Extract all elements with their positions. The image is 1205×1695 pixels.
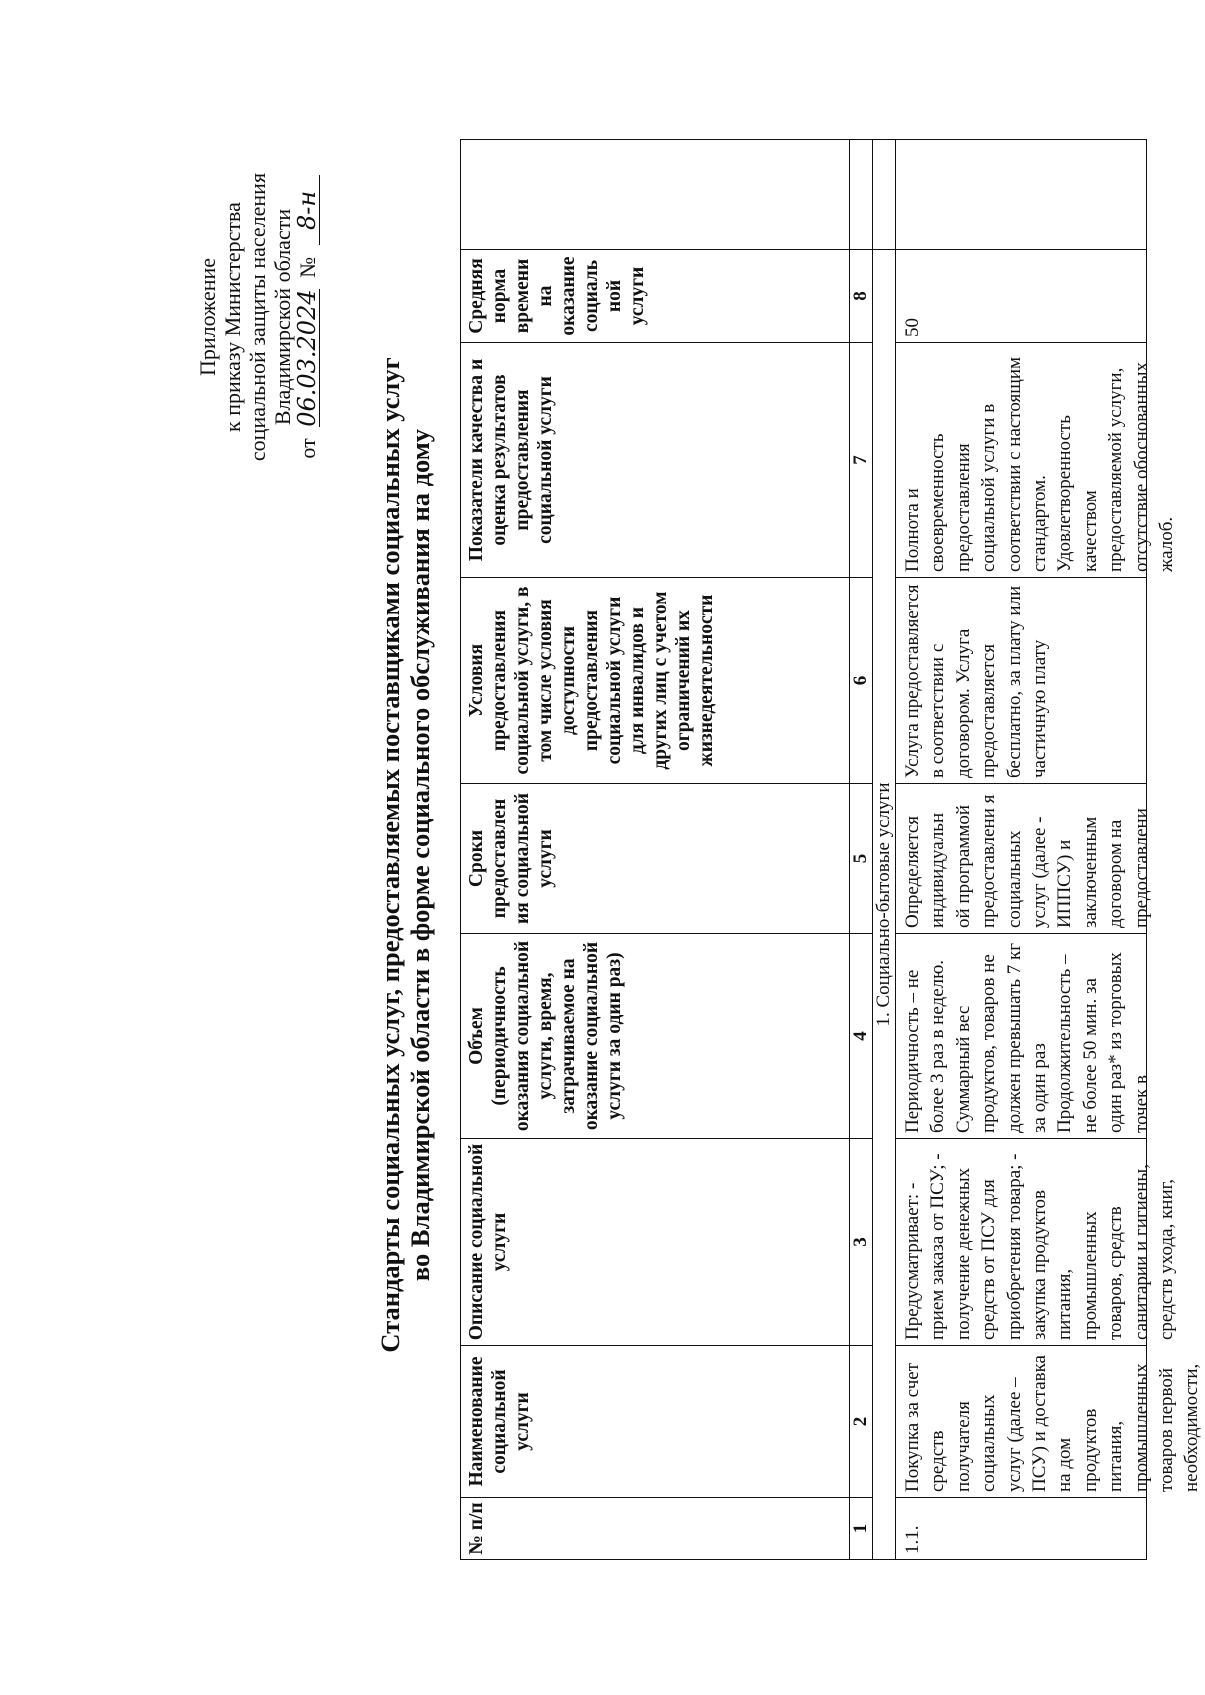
header-cell: Наименование социальной услуги xyxy=(461,1346,850,1498)
from-label: от xyxy=(295,438,320,459)
column-number: 7 xyxy=(850,343,873,578)
service-volume-text: Периодичность – не более 3 раз в неделю. Суммарный вес продуктов, товаров не должен превышать 7 кг за один раз Продолжительность – не более 50 мин. за один раз* из торговых точек в xyxy=(902,942,1152,1133)
service-terms-text: Определяется индивидуальн ой программой предоставлени я социальных услуг (далее - ИППСУ) и заключенным договором на предоставлени xyxy=(902,794,1152,928)
appendix-date-line xyxy=(295,172,320,462)
service-time-norm xyxy=(896,250,1147,343)
header-cell: Показатели качества и оценка результатов предоставления социальной услуги xyxy=(461,343,850,578)
header-cell: Сроки предоставлен ия социальной услуги xyxy=(461,784,850,934)
column-number: 4 xyxy=(850,934,873,1139)
header-cell: Условия предоставления социальной услуги, в том числе условия доступности предоставления социальной услуги для инвалидов и других лиц с учетом ограничений их жизнедеятельности xyxy=(461,578,850,784)
column-number: 6 xyxy=(850,578,873,784)
document-title xyxy=(375,290,435,1420)
service-quality xyxy=(896,343,1178,578)
order-date: 06.03.2024 xyxy=(293,289,321,427)
appendix-block xyxy=(195,172,320,462)
row-number-text: 1.1. xyxy=(902,1525,923,1554)
appendix-line-2: к приказу Министерства xyxy=(220,202,245,432)
column-number-empty xyxy=(850,140,873,250)
title-line-1: Стандарты социальных услуг, предоставляемых поставщиками социальных услуг xyxy=(375,357,405,1353)
service-name xyxy=(896,1346,1203,1498)
header-cell: № п/п xyxy=(461,1498,850,1560)
service-terms xyxy=(896,784,1152,934)
column-number: 1 xyxy=(850,1498,873,1560)
column-number: 8 xyxy=(850,250,873,343)
service-conditions-text: Услуга предоставляется в соответствии с договором. Услуга предоставляется бесплатно, за плату или частичную плату xyxy=(902,584,1051,778)
service-description xyxy=(896,1139,1178,1346)
service-time-norm-text: 50 xyxy=(902,318,923,337)
column-number: 2 xyxy=(850,1346,873,1498)
header-cell: Объем (периодичность оказания социальной услуги, время, затрачиваемое на оказание социальной услуги за один раз) xyxy=(461,934,850,1139)
service-description-text: Предусматривает: - прием заказа от ПСУ; - получение денежных средств от ПСУ для приобретения товара; - закупка продуктов питания, промышленных товаров, средств санитарии и гигиены, средств ухода, книг, xyxy=(902,1153,1178,1340)
order-number: 8-н xyxy=(295,175,320,245)
appendix-line-3: социальной защиты населения xyxy=(245,172,270,462)
header-cell: Описание социальной услуги xyxy=(461,1139,850,1346)
service-name-text: Покупка за счет средств получателя социальных услуг (далее – ПСУ) и доставка на дом продуктов питания, промышленных товаров первой необходимости, xyxy=(902,1355,1203,1492)
title-line-2: во Владимирской области в форме социального обслуживания на дому xyxy=(405,428,435,1282)
appendix-line-1: Приложение xyxy=(195,257,220,377)
row-empty-cell xyxy=(896,140,1147,250)
service-conditions xyxy=(896,578,1147,784)
document-page xyxy=(65,95,1203,1620)
row-number xyxy=(896,1498,1147,1560)
service-volume xyxy=(896,934,1152,1139)
number-label: № xyxy=(295,256,320,278)
header-row xyxy=(461,140,850,1560)
header-cell: Средняя норма времени на оказание социаль ной услуги xyxy=(461,250,850,343)
section-row xyxy=(873,140,896,1560)
appendix-line-4: Владимирской области xyxy=(270,208,295,426)
standards-table xyxy=(460,139,1203,1560)
column-number: 5 xyxy=(850,784,873,934)
service-quality-text: Полнота и своевременность предоставления социальной услуги в соответствии с настоящим стандартом. Удовлетворенность качеством предоставляемой услуги, отсутствие обоснованных жалоб. xyxy=(902,356,1178,572)
section-title: 1. Социально-бытовые услуги xyxy=(873,250,896,1560)
column-number-row xyxy=(850,140,873,1560)
section-empty-cell xyxy=(873,140,896,250)
header-cell-empty xyxy=(461,140,850,250)
table-row xyxy=(896,140,1147,1560)
column-number: 3 xyxy=(850,1139,873,1346)
